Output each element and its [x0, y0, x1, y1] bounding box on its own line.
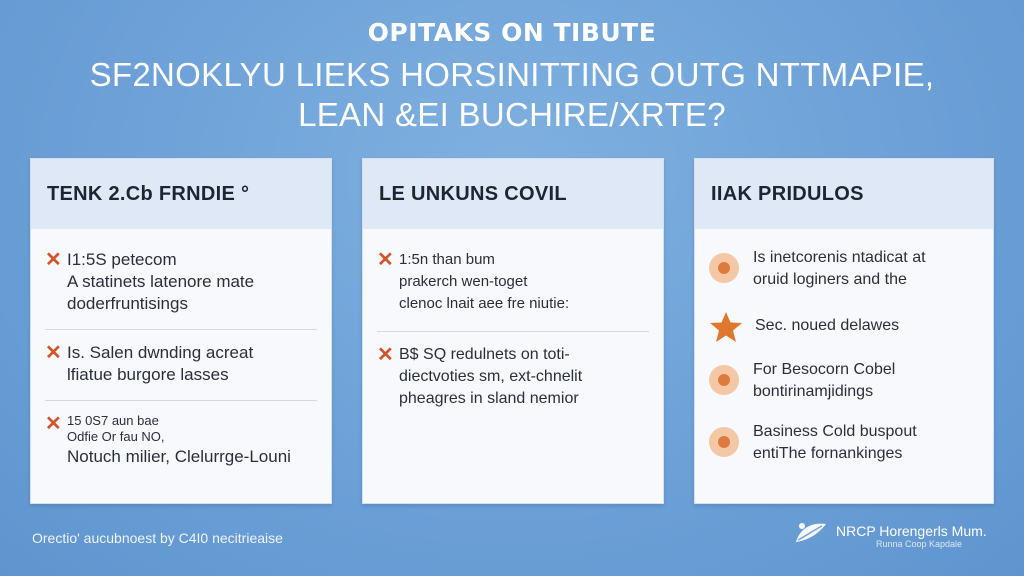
leaf-logo-icon	[792, 518, 830, 553]
item-line: pheagres in sland nemior	[399, 390, 579, 407]
item-line: 15 0S7 aun bae	[67, 413, 159, 428]
star-icon	[709, 311, 743, 341]
card-2-item-1	[377, 249, 649, 315]
item-line: lfiatue burgore lasses	[67, 365, 229, 384]
item-line: Notuch milier, Clelurrge-Louni	[67, 447, 291, 466]
circle-bullet-icon	[709, 365, 739, 395]
brand-name: NRCP Horengerls Mum.	[836, 522, 987, 539]
item-line: I1:5S petecom	[67, 250, 177, 269]
card-2	[362, 158, 664, 504]
header	[0, 18, 1024, 135]
item-line: entiThe fornankinges	[753, 445, 903, 462]
card-3-item-1	[709, 247, 979, 291]
card-3-title: IIAK PRIDULOS	[695, 159, 993, 229]
card-3-item-2	[709, 311, 979, 341]
cross-icon: ✕	[45, 342, 62, 364]
item-line: bontirinamjidings	[753, 383, 874, 400]
item-line: doderfruntisings	[67, 294, 188, 313]
card-1-item-3	[45, 413, 317, 469]
item-line: Odfie Or fau NO,	[67, 429, 165, 444]
divider	[45, 400, 317, 401]
card-3-item-4	[709, 421, 979, 465]
item-line: Is. Salen dwnding acreat	[67, 343, 254, 362]
item-line: prakerch wen-toget	[399, 273, 528, 290]
card-1-item-2	[45, 342, 317, 386]
item-line: clenoc lnait aee fre niutie:	[399, 295, 570, 312]
eyebrow-title: OPITAKS ON TIBUTE	[367, 18, 657, 47]
divider	[45, 329, 317, 330]
item-line: B$ SQ redulnets on toti-	[399, 346, 570, 363]
card-3-item-3	[709, 359, 979, 403]
card-1-item-1	[45, 249, 317, 315]
card-2-title: LE UNKUNS COVIL	[363, 159, 663, 229]
headline-line-2: LEAN &EI BUCHIRE/XRTE?	[298, 96, 726, 133]
item-line: 1:5n than bum	[399, 251, 495, 268]
headline-line-1: SF2NOKLYU LIEKS HORSINITTING OUTG NTTMAPIE,	[89, 56, 935, 93]
cross-icon: ✕	[45, 249, 62, 271]
item-line: For Besocorn Cobel	[753, 361, 896, 378]
footer-note: Orectio' aucubnoest by C4I0 necitrieaise	[32, 530, 283, 546]
item-line: oruid loginers and the	[753, 271, 907, 288]
item-line: Is inetcorenis ntadicat at	[753, 249, 926, 266]
brand-logo	[792, 518, 987, 553]
item-line: Basiness Cold buspout	[753, 423, 917, 440]
item-line: diectvoties sm, ext-chnelit	[399, 368, 583, 385]
cross-icon: ✕	[377, 344, 394, 366]
card-3	[694, 158, 994, 504]
brand-subtitle: Runna Coop Kapdale	[876, 538, 963, 549]
item-line: A statinets latenore mate	[67, 272, 255, 291]
card-1	[30, 158, 332, 504]
card-1-title: TENK 2.Cb FRNDIE °	[31, 159, 331, 229]
cross-icon: ✕	[45, 413, 62, 435]
divider	[377, 331, 649, 332]
card-2-item-2	[377, 344, 649, 410]
cross-icon: ✕	[377, 249, 394, 271]
circle-bullet-icon	[709, 253, 739, 283]
item-line: Sec. noued delawes	[755, 317, 900, 334]
circle-bullet-icon	[709, 427, 739, 457]
